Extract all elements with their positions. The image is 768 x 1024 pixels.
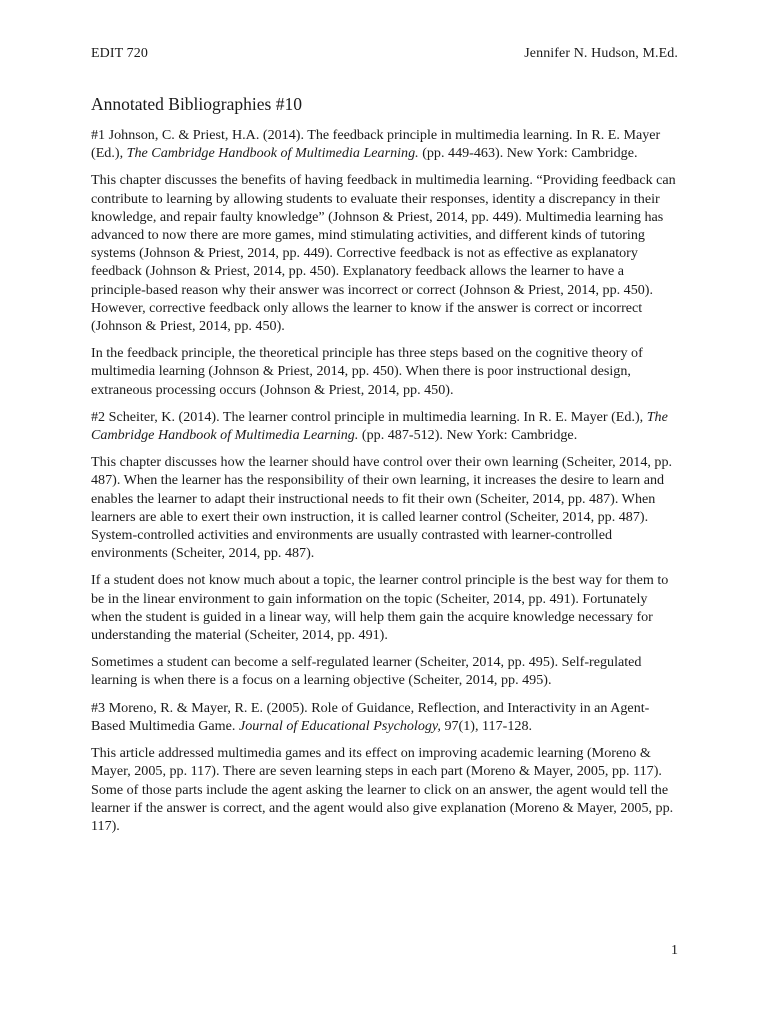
citation-source-title: Journal of Educational Psychology,	[238, 717, 441, 734]
citation-text: (pp. 487-512). New York: Cambridge.	[358, 427, 578, 444]
header-author-name: Jennifer N. Hudson, M.Ed.	[524, 46, 678, 61]
citation-source-title: The Cambridge Handbook of Multimedia Learning.	[91, 408, 668, 444]
entry-2-summary-paragraph: If a student does not know much about a topic, the learner control principle is the best way for them to be in the linear environment to gain information on the topic (Scheiter, 2014, pp. 491). Fortunately when the student is guided in a linear way, will help them gain the acquire knowledge necessary for understanding the material (Scheiter, 2014, pp. 491).	[91, 572, 669, 644]
document-body	[91, 126, 681, 844]
entry-1-summary-paragraph: This chapter discusses the benefits of having feedback in multimedia learning. “Providing feedback can contribute to learning by allowing students to evaluate their responses, identity a discrepancy in their knowledge, and repair faulty knowledge” (Johnson & Priest, 2014, pp. 449). Multimedia learning has advanced to now there are more games, mind stimulating activities, and different kinds of tutoring systems (Johnson & Priest, 2014, pp. 449). Corrective feedback is not as effective as explanatory feedback (Johnson & Priest, 2014, pp. 450). Explanatory feedback allows the learner to have a principle-based reason why their answer was incorrect or correct (Johnson & Priest, 2014, pp. 450). However, corrective feedback only allows the learner to know if the answer is correct or incorrect (Johnson & Priest, 2014, pp. 450).	[91, 172, 676, 335]
citation-text: #2 Scheiter, K. (2014). The learner control principle in multimedia learning. In R. E. Mayer (Ed.),	[91, 408, 647, 425]
entry-1-summary-paragraph: In the feedback principle, the theoretical principle has three steps based on the cognitive theory of multimedia learning (Johnson & Priest, 2014, pp. 450). When there is poor instructional design, extraneous processing occurs (Johnson & Priest, 2014, pp. 450).	[91, 345, 643, 398]
page-title: Annotated Bibliographies #10	[91, 94, 302, 114]
entry-2-summary-paragraph: This chapter discusses how the learner should have control over their own learning (Scheiter, 2014, pp. 487). When the learner has the responsibility of their own learning, it increases the desire to learn and enables the learner to adapt their instructional needs to fit their own (Scheiter, 2014, pp. 487). When learners are able to exert their own instruction, it is called learner control (Scheiter, 2014, pp. 487). System-controlled activities and environments are usually contrasted with learner-controlled environments (Scheiter, 2014, pp. 487).	[91, 454, 673, 562]
entry-1-citation	[91, 126, 681, 162]
citation-text: (pp. 449-463). New York: Cambridge.	[418, 145, 638, 162]
header-course-code: EDIT 720	[91, 46, 148, 61]
citation-text: 97(1), 117-128.	[440, 717, 533, 734]
citation-text: #1 Johnson, C. & Priest, H.A. (2014). The feedback principle in multimedia learning. In R. E. Mayer (Ed.),	[91, 127, 661, 162]
page-number: 1	[671, 943, 678, 958]
citation-text: #3 Moreno, R. & Mayer, R. E. (2005). Role of Guidance, Reflection, and Interactivity in an Agent-Based Multimedia Game.	[91, 699, 650, 734]
entry-2-summary-paragraph: Sometimes a student can become a self-regulated learner (Scheiter, 2014, pp. 495). Self-regulated learning is when there is a focus on a learning objective (Scheiter, 2014, pp. 495).	[91, 654, 642, 689]
entry-3-summary-paragraph: This article addressed multimedia games and its effect on improving academic learning (Moreno & Mayer, 2005, pp. 117). There are seven learning steps in each part (Moreno & Mayer, 2005, pp. 117). Some of those parts include the agent asking the learner to click on an answer, the agent would tell the learner if the answer is correct, and the agent would also give explanation (Moreno & Mayer, 2005, pp. 117).	[91, 745, 674, 834]
entry-2-citation	[91, 408, 681, 444]
entry-3-citation	[91, 699, 681, 735]
citation-source-title: The Cambridge Handbook of Multimedia Learning.	[126, 145, 419, 162]
